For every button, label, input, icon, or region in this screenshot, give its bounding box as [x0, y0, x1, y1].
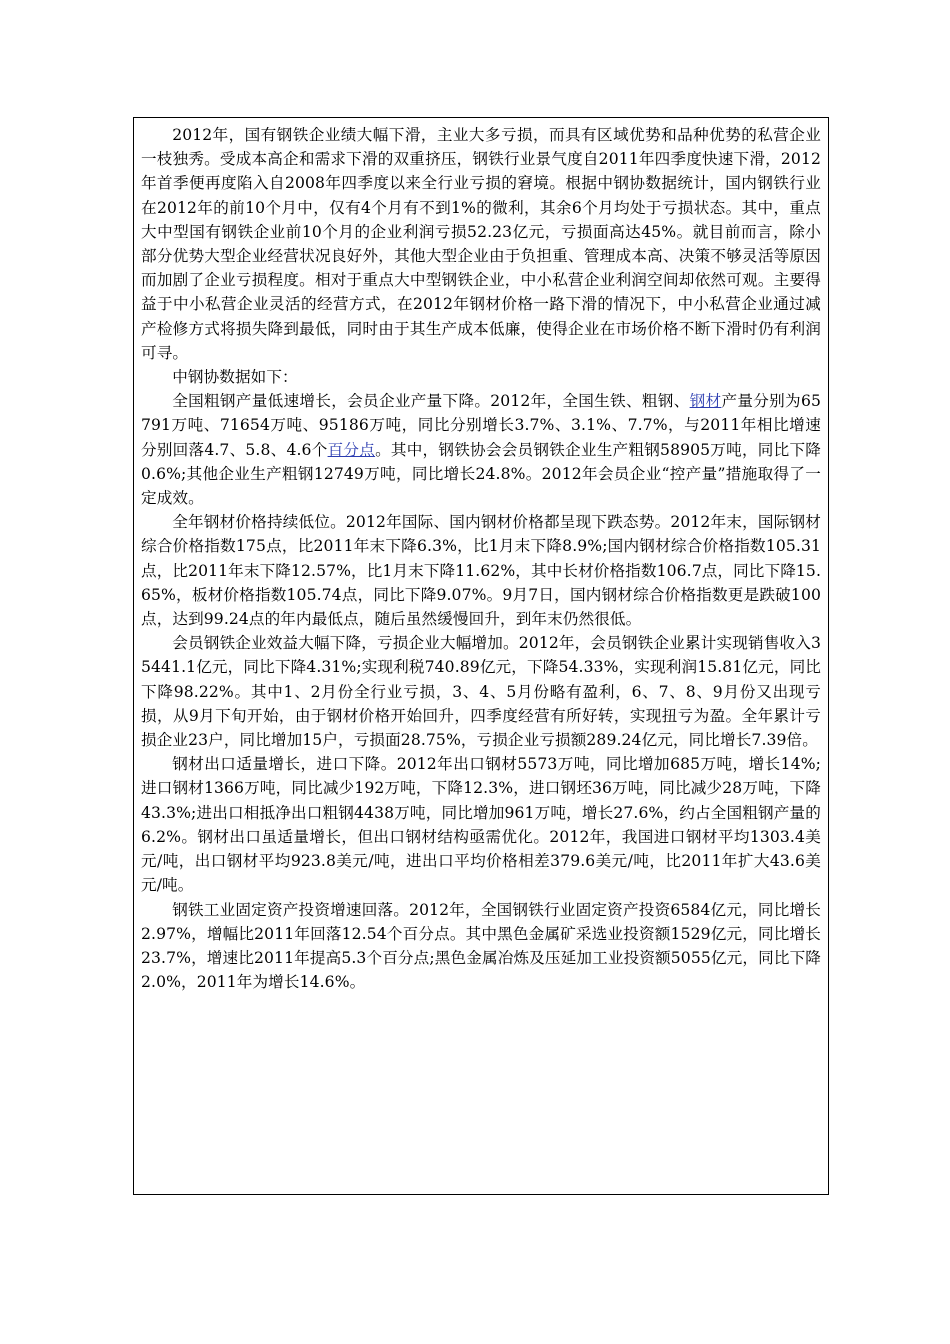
paragraph-output-text-b: 产量分别为65791万吨、71654万吨、95186万吨，同比分别增长3.7%、3.1%、7.7%，与2011年相比增速分别回落4.7、5.8、4.6个	[141, 392, 822, 459]
document-frame	[133, 117, 829, 1195]
paragraph-output-text-a: 全国粗钢产量低速增长，会员企业产量下降。2012年，全国生铁、粗钢、	[172, 392, 690, 411]
paragraph-data-heading: 中钢协数据如下：	[172, 368, 298, 387]
paragraph-intro: 2012年，国有钢铁企业绩大幅下滑，主业大多亏损，而具有区域优势和品种优势的私营企业一枝独秀。受成本高企和需求下滑的双重挤压，钢铁行业景气度自2011年四季度快速下滑，2012年首季便再度陷入自2008年四季度以来全行业亏损的窘境。根据中钢协数据统计，国内钢铁行业在2012年的前10个月中，仅有4个月有不到1%的微利，其余6个月均处于亏损状态。其中，重点大中型国有钢铁企业前10个月的企业利润亏损52.23亿元，亏损面高达45%。就目前而言，除小部分优势大型企业经营状况良好外，其他大型企业由于负担重、管理成本高、决策不够灵活等原因而加剧了企业亏损程度。相对于重点大中型钢铁企业，中小私营企业利润空间却依然可观。主要得益于中小私营企业灵活的经营方式，在2012年钢材价格一路下滑的情况下，中小私营企业通过减产检修方式将损失降到最低，同时由于其生产成本低廉，使得企业在市场价格不断下滑时仍有利润可寻。	[141, 126, 821, 362]
paragraph-output-text-c: 。其中，钢铁协会会员钢铁企业生产粗钢58905万吨，同比下降0.6%;其他企业生产粗钢12749万吨，同比增长24.8%。2012年会员企业“控产量”措施取得了一定成效。	[141, 440, 821, 508]
link-steel-products[interactable]: 钢材	[689, 392, 722, 411]
paragraph-profit: 会员钢铁企业效益大幅下降，亏损企业大幅增加。2012年，会员钢铁企业累计实现销售收入35441.1亿元，同比下降4.31%;实现利税740.89亿元，下降54.33%，实现利润15.81亿元，同比下降98.22%。其中1、2月份全行业亏损，3、4、5月份略有盈利，6、7、8、9月份又出现亏损，从9月下旬开始，由于钢材价格开始回升，四季度经营有所好转，实现扭亏为盈。全年累计亏损企业23户，同比增加15户，亏损面28.75%，亏损企业亏损额289.24亿元，同比增长7.39倍。	[141, 634, 821, 750]
paragraph-trade: 钢材出口适量增长，进口下降。2012年出口钢材5573万吨，同比增加685万吨，增长14%;进口钢材1366万吨，同比减少192万吨，下降12.3%，进口钢坯36万吨，同比减少28万吨，下降43.3%;进出口相抵净出口粗钢4438万吨，同比增加961万吨，增长27.6%，约占全国粗钢产量的6.2%。钢材出口虽适量增长，但出口钢材结构亟需优化。2012年，我国进口钢材平均1303.4美元/吨，出口钢材平均923.8美元/吨，进出口平均价格相差379.6美元/吨，比2011年扩大43.6美元/吨。	[141, 755, 821, 895]
link-percentage-point[interactable]: 百分点	[327, 440, 376, 459]
paragraph-output	[141, 389, 821, 510]
paragraph-price: 全年钢材价格持续低位。2012年国际、国内钢材价格都呈现下跌态势。2012年末，国际钢材综合价格指数175点，比2011年末下降6.3%，比1月末下降8.9%;国内钢材综合价格指数105.31点，比2011年末下降12.57%，比1月末下降11.62%，其中长材价格指数106.7点，同比下降15.65%，板材价格指数105.74点，同比下降9.07%。9月7日，国内钢材综合价格指数更是跌破100点，达到99.24点的年内最低点，随后虽然缓慢回升，到年末仍然很低。	[141, 513, 821, 629]
paragraph-investment: 钢铁工业固定资产投资增速回落。2012年，全国钢铁行业固定资产投资6584亿元，同比增长2.97%，增幅比2011年回落12.54个百分点。其中黑色金属矿采选业投资额1529亿元，同比增长23.7%，增速比2011年提高5.3个百分点;黑色金属冶炼及压延加工业投资额5055亿元，同比下降2.0%，2011年为增长14.6%。	[141, 900, 821, 992]
